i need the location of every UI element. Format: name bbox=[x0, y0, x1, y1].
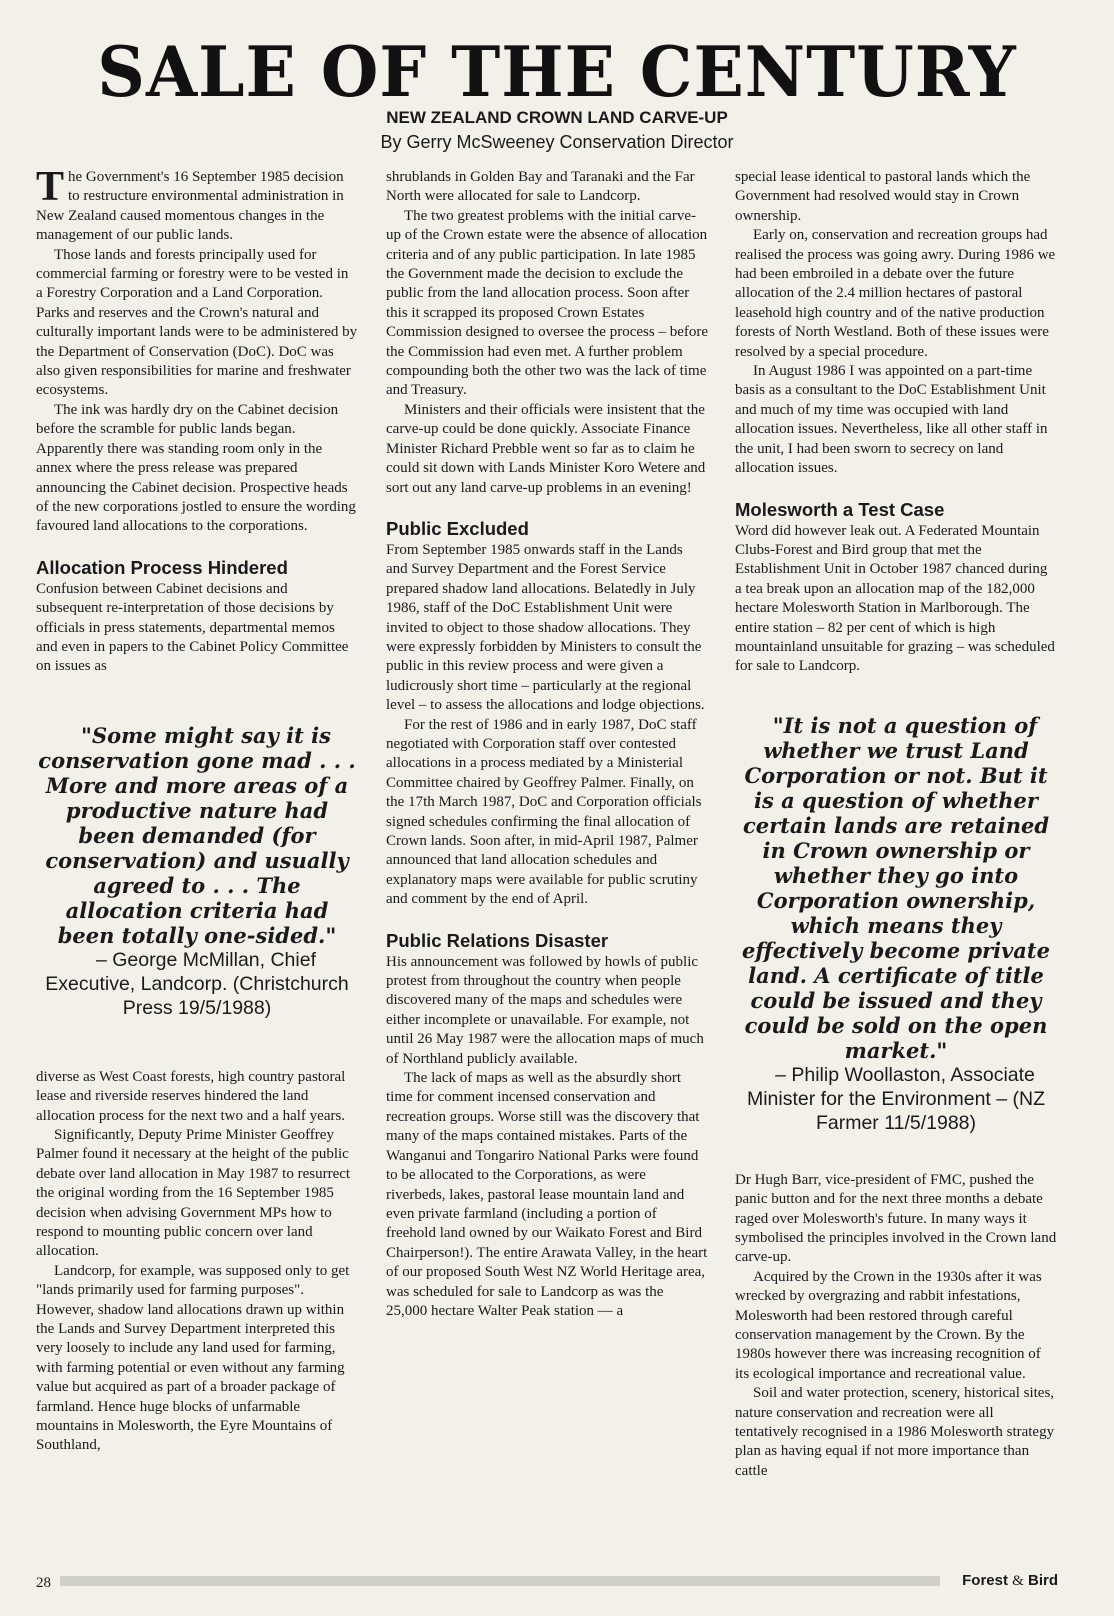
paragraph: Acquired by the Crown in the 1930s after it was wrecked by overgrazing and rabbit infestations, Molesworth had been restored through careful conservation management by the Crown. By the 1980s however there was increasing recognition of its ecological importance and recreational value. bbox=[735, 1268, 1042, 1382]
column-2 bbox=[386, 168, 708, 1321]
footer-rule bbox=[60, 1576, 940, 1586]
section-heading: Molesworth a Test Case bbox=[735, 498, 945, 520]
pull-quote: "Some might say it is conservation gone mad . . . More and more areas of a productive nature had been demanded (for conservation) and usually agreed to . . . The allocation criteria had been totally one-sided." bbox=[38, 722, 356, 948]
paragraph: Significantly, Deputy Prime Minister Geoffrey Palmer found it necessary at the height of the public debate over land allocation in May 1987 to resurrect the original wording from the 16 September 1985 decision when advising Government MPs how to respond to mounting public concern over land allocation. bbox=[36, 1126, 351, 1260]
paragraph: Word did however leak out. A Federated Mountain Clubs-Forest and Bird group that met the Establishment Unit in October 1987 chanced during a tea break upon an allocation map of the 182,000 hectare Molesworth Station in Marlborough. The entire station – 82 per cent of which is high mountainland unsuitable for grazing – was scheduled for sale to Landcorp. bbox=[735, 522, 1055, 675]
brand-forest: Forest bbox=[962, 1572, 1008, 1589]
paragraph: In August 1986 I was appointed on a part-time basis as a consultant to the DoC Establishment Unit and much of my time was occupied with land allocation issues. Nevertheless, like all other staff in the unit, I had been sworn to secrecy on land allocation issues. bbox=[735, 363, 1048, 477]
drop-cap: T bbox=[36, 164, 65, 210]
paragraph: shrublands in Golden Bay and Taranaki and the Far North were allocated for sale to Landcorp. bbox=[386, 169, 695, 205]
brand-ampersand: & bbox=[1012, 1573, 1024, 1589]
quote-attribution: – George McMillan, Chief Executive, Landcorp. (Christchurch Press 19/5/1988) bbox=[45, 948, 349, 1019]
column-3 bbox=[735, 168, 1057, 1481]
section-heading: Public Excluded bbox=[386, 517, 529, 539]
paragraph: For the rest of 1986 and in early 1987, DoC staff negotiated with Corporation staff over contested allocations in a process mediated by a Ministerial Committee chaired by Geoffrey Palmer. Finally, on the 17th March 1987, DoC and Corporation officials signed schedules confirming the final allocation of Crown lands. Soon after, in mid-April 1987, Palmer announced that land allocation schedules and explanatory maps were available for public scrutiny and comment by the end of April. bbox=[386, 716, 702, 908]
article-title: SALE OF THE CENTURY bbox=[97, 31, 1017, 113]
page-number: 28 bbox=[36, 1575, 51, 1591]
paragraph: Ministers and their officials were insistent that the carve-up could be done quickly. Associate Finance Minister Richard Prebble went so far as to claim he could sit down with Lands Minister Koro Wetere and sort out any land carve-up problems in an evening! bbox=[386, 401, 706, 496]
paragraph: Those lands and forests principally used for commercial farming or forestry were to be vested in a Forestry Corporation and a Land Corporation. Parks and reserves and the Crown's natural and culturally important lands were to be administered by the Department of Conservation (DoC). DoC was also given responsibilities for marine and freshwater ecosystems. bbox=[36, 246, 358, 399]
paragraph: Soil and water protection, scenery, historical sites, nature conservation and recreation were all tentatively recognised in a 1986 Molesworth strategy plan as having equal if not more importance than cattle bbox=[735, 1385, 1055, 1479]
paragraph: The lack of maps as well as the absurdly short time for comment incensed conservation and recreation groups. Worse still was the discovery that many of the maps contained mistakes. Parts of the Wanganui and Tongariro National Parks were found to be allocated to the Corporations, as were riverbeds, lakes, pastoral lease mountain land and even private farmland (including a portion of freehold land owned by our Waikato Forest and Bird Chairperson!). The entire Arawata Valley, in the heart of our proposed South West NZ World Heritage area, was scheduled for sale to Landcorp as was the 25,000 hectare Walter Peak station — a bbox=[386, 1070, 708, 1319]
section-heading: Public Relations Disaster bbox=[386, 929, 609, 951]
paragraph: Dr Hugh Barr, vice-president of FMC, pushed the panic button and for the next three months a debate raged over Molesworth's future. In many ways it symbolised the principles involved in the Crown land carve-up. bbox=[735, 1171, 1057, 1266]
paragraph: diverse as West Coast forests, high country pastoral lease and riverside reserves hindered the land allocation process for the next two and a half years. bbox=[36, 1068, 346, 1124]
article-subtitle: NEW ZEALAND CROWN LAND CARVE-UP bbox=[386, 108, 728, 127]
paragraph: The ink was hardly dry on the Cabinet decision before the scramble for public lands began. Apparently there was standing room only in the annex where the press release was prepared announcing the Cabinet decision. Prospective heads of the new corporations jostled to ensure the wording favoured land allocations to the corporations. bbox=[36, 401, 356, 535]
paragraph: From September 1985 onwards staff in the Lands and Survey Department and the Forest Service prepared shadow land allocations. Belatedly in July 1986, staff of the DoC Establishment Unit were invited to object to those shadow allocations. They were expressly forbidden by Ministers to consult the public in this review process and were given a ludicrously short time – particularly at the regional level – to assess the allocations and lodge objections. bbox=[386, 541, 705, 714]
section-heading: Allocation Process Hindered bbox=[36, 556, 288, 578]
brand-bird: Bird bbox=[1028, 1572, 1058, 1589]
quote-attribution: – Philip Woollaston, Associate Minister for the Environment – (NZ Farmer 11/5/1988) bbox=[746, 1063, 1045, 1134]
column-1 bbox=[36, 164, 358, 1456]
paragraph-text: he Government's 16 September 1985 decision to restructure environmental administration in New Zealand caused momentous changes in the management of our public lands. bbox=[36, 169, 344, 244]
paragraph: Landcorp, for example, was supposed only to get "lands primarily used for farming purposes". However, shadow land allocations drawn up within the Lands and Survey Department interpreted this very loosely to include any land used for farming, with farming potential or even without any farming value but acquired as part of a broader package of farmland. Hence huge blocks of unfarmable mountains in Molesworth, the Eyre Mountains of Southland, bbox=[36, 1262, 350, 1454]
article-byline: By Gerry McSweeney Conservation Director bbox=[380, 132, 734, 152]
paragraph bbox=[36, 164, 358, 246]
paragraph: His announcement was followed by howls of public protest from throughout the country when people discovered many of the maps and schedules were either incomplete or unavailable. For example, not until 26 May 1987 were the allocation maps of much of Northland publicly available. bbox=[386, 953, 704, 1067]
paragraph: special lease identical to pastoral lands which the Government had resolved would stay in Crown ownership. bbox=[735, 169, 1031, 224]
paragraph: Confusion between Cabinet decisions and subsequent re-interpretation of those decisions by officials in press statements, departmental memos and even in papers to the Cabinet Policy Committee on issues as bbox=[36, 580, 349, 675]
publication-name bbox=[962, 1572, 1058, 1590]
paragraph: Early on, conservation and recreation groups had realised the process was going awry. During 1986 we had been embroiled in a debate over the future allocation of the 2.4 million hectares of pastoral leasehold high country and of the native production forests of North Westland. Both of these issues were resolved by a special procedure. bbox=[735, 227, 1056, 360]
pull-quote: "It is not a question of whether we trust Land Corporation or not. But it is a question of whether certain lands are retained in Crown ownership or whether they go into Corporation ownership, which means they effectively become private land. A certificate of title could be issued and they could be sold on the open market." bbox=[742, 712, 1050, 1063]
paragraph: The two greatest problems with the initial carve-up of the Crown estate were the absence of allocation criteria and of any public participation. In late 1985 the Government made the decision to exclude the public from the land allocation process. Soon after this it scrapped its proposed Crown Estates Commission designed to oversee the process – before the Commission had even met. A further problem compounding both the other two was the lack of time and Treasury. bbox=[386, 207, 709, 399]
